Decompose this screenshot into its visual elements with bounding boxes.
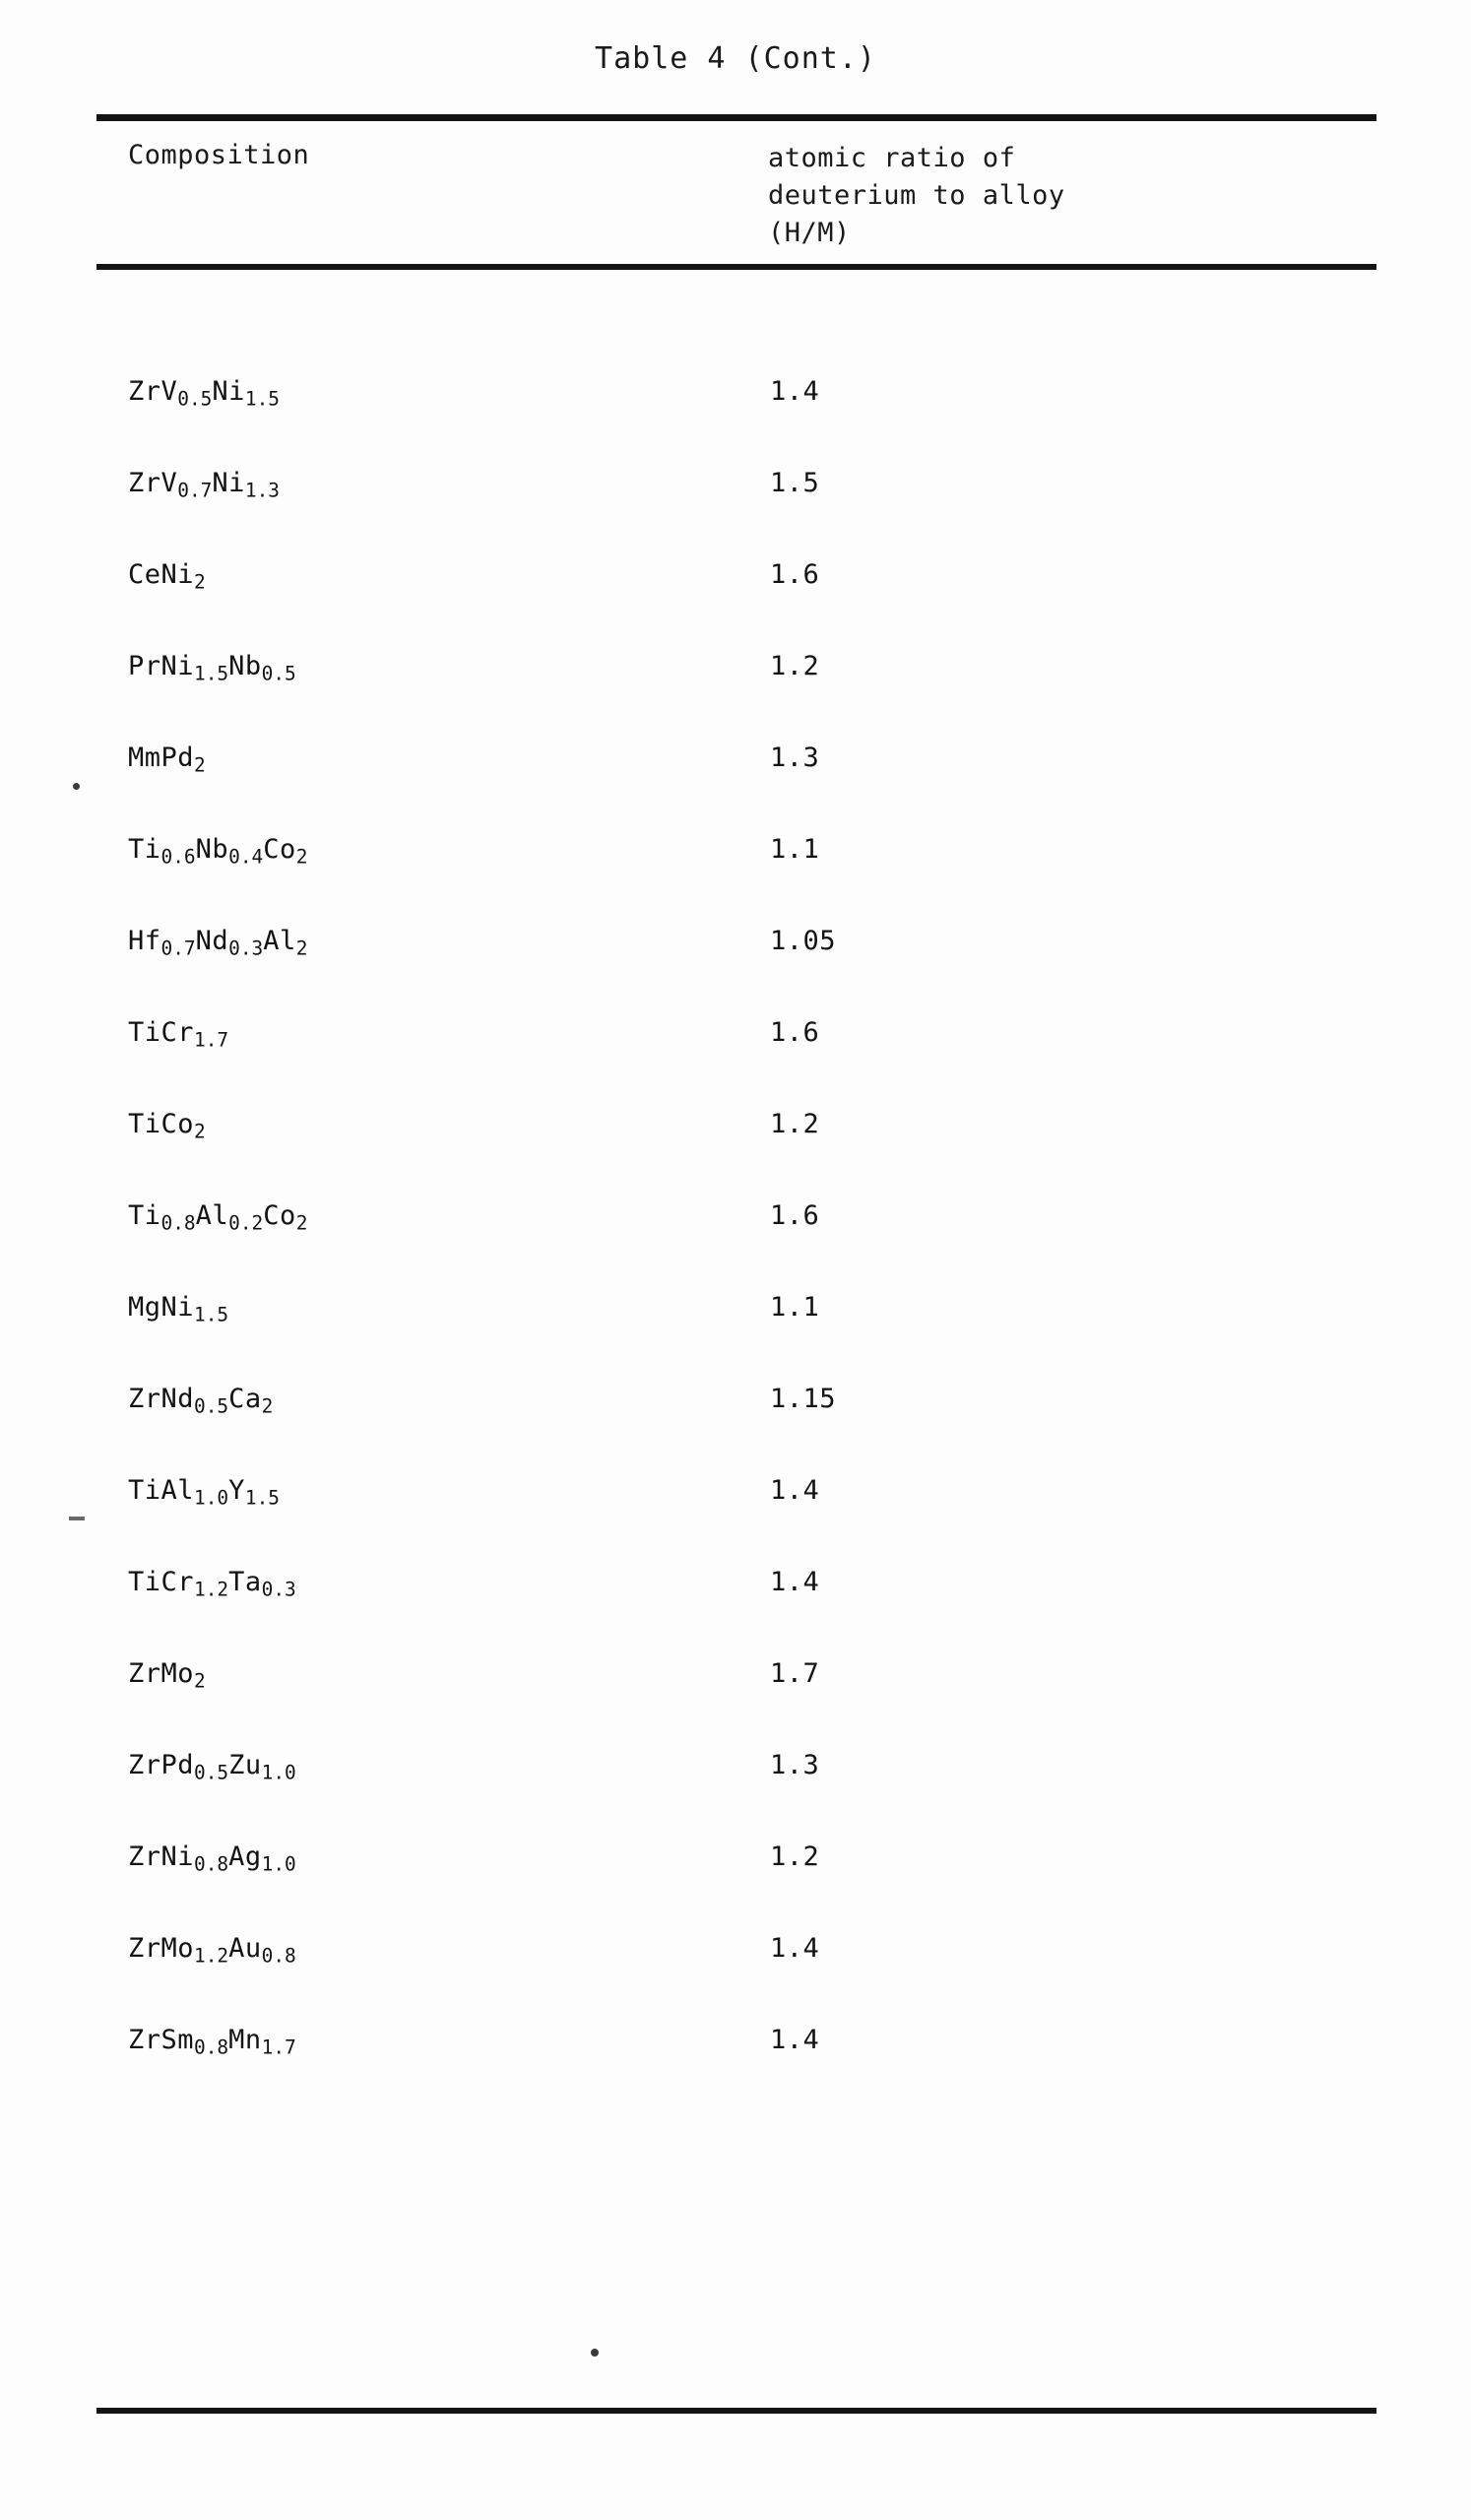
composition-cell: ZrMo$_2$ — [128, 1658, 206, 1693]
atomic-ratio-cell: 1.2 — [770, 1109, 820, 1139]
table-row — [0, 559, 1471, 651]
atomic-ratio-cell: 1.5 — [770, 468, 820, 498]
table-top-rule — [96, 114, 1376, 121]
composition-cell: $ZrV_{0.5}Ni_{1.5}$ — [128, 376, 281, 411]
table-row — [0, 1658, 1471, 1750]
page-title: Table 4 (Cont.) — [595, 41, 876, 76]
atomic-ratio-cell: 1.4 — [770, 1567, 820, 1597]
atomic-ratio-cell: 1.6 — [770, 1200, 820, 1231]
atomic-ratio-cell: 1.15 — [770, 1384, 837, 1414]
table-row — [0, 376, 1471, 468]
composition-cell: $ZrPd_{0.5}Zu_{1.0}$ — [128, 1750, 296, 1784]
table-row — [0, 834, 1471, 926]
atomic-ratio-cell: 1.6 — [770, 559, 820, 590]
column-header-composition: Composition — [128, 140, 310, 170]
composition-cell: $ZrMo_{1.2}Au_{0.8}$ — [128, 1933, 296, 1968]
atomic-ratio-cell: 1.4 — [770, 1475, 820, 1506]
table-row — [0, 651, 1471, 743]
table-row — [0, 468, 1471, 559]
atomic-ratio-cell: 1.4 — [770, 376, 820, 407]
table-row — [0, 1200, 1471, 1292]
composition-cell: CeNi$_2$ — [128, 559, 206, 594]
table-row — [0, 1109, 1471, 1200]
composition-cell: TiCr$_{1.7}$ — [128, 1017, 229, 1052]
atomic-ratio-cell: 1.4 — [770, 2025, 820, 2055]
composition-cell: $Ti_{0.6}Nb_{0.4}Co_2$ — [128, 834, 308, 869]
composition-cell: $ZrNi_{0.8}Ag_{1.0}$ — [128, 1842, 296, 1876]
table-header-rule — [96, 264, 1376, 270]
atomic-ratio-cell: 1.7 — [770, 1658, 820, 1689]
composition-cell: $TiAl_{1.0}Y_{1.5}$ — [128, 1475, 281, 1510]
atomic-ratio-cell: 1.3 — [770, 1750, 820, 1780]
table-row — [0, 1750, 1471, 1842]
composition-cell: $ZrSm_{0.8}Mn_{1.7}$ — [128, 2025, 296, 2059]
table-row — [0, 1842, 1471, 1933]
table-row — [0, 1384, 1471, 1475]
scan-artifact-dot-lower — [591, 2349, 599, 2357]
composition-cell: $ZrNd_{0.5}Ca_2$ — [128, 1384, 274, 1418]
table-row — [0, 1567, 1471, 1658]
table-row — [0, 1475, 1471, 1567]
composition-cell: MmPd$_2$ — [128, 743, 206, 777]
composition-cell: TiCo$_2$ — [128, 1109, 206, 1143]
table-row — [0, 926, 1471, 1017]
composition-cell: MgNi$_{1.5}$ — [128, 1292, 229, 1326]
table-bottom-rule — [96, 2408, 1376, 2414]
table-row — [0, 743, 1471, 834]
composition-cell: $Hf_{0.7}Nd_{0.3}Al_2$ — [128, 926, 308, 960]
table-body — [0, 376, 1471, 2116]
atomic-ratio-cell: 1.3 — [770, 743, 820, 773]
scan-artifact-dot — [73, 783, 80, 790]
table-row — [0, 1933, 1471, 2025]
table-row — [0, 2025, 1471, 2116]
atomic-ratio-cell: 1.1 — [770, 1292, 820, 1323]
composition-cell: $TiCr_{1.2}Ta_{0.3}$ — [128, 1567, 296, 1601]
composition-cell: $PrNi_{1.5}Nb_{0.5}$ — [128, 651, 296, 685]
table-row — [0, 1292, 1471, 1384]
atomic-ratio-cell: 1.2 — [770, 651, 820, 681]
atomic-ratio-cell: 1.6 — [770, 1017, 820, 1048]
composition-cell: $ZrV_{0.7}Ni_{1.3}$ — [128, 468, 281, 502]
composition-cell: $Ti_{0.8}Al_{0.2}Co_2$ — [128, 1200, 308, 1235]
column-header-atomic-ratio: atomic ratio of deuterium to alloy (H/M) — [768, 143, 1065, 248]
atomic-ratio-cell: 1.1 — [770, 834, 820, 865]
atomic-ratio-cell: 1.05 — [770, 926, 837, 956]
scan-artifact-dash — [69, 1517, 85, 1520]
atomic-ratio-cell: 1.4 — [770, 1933, 820, 1964]
table-row — [0, 1017, 1471, 1109]
atomic-ratio-cell: 1.2 — [770, 1842, 820, 1872]
